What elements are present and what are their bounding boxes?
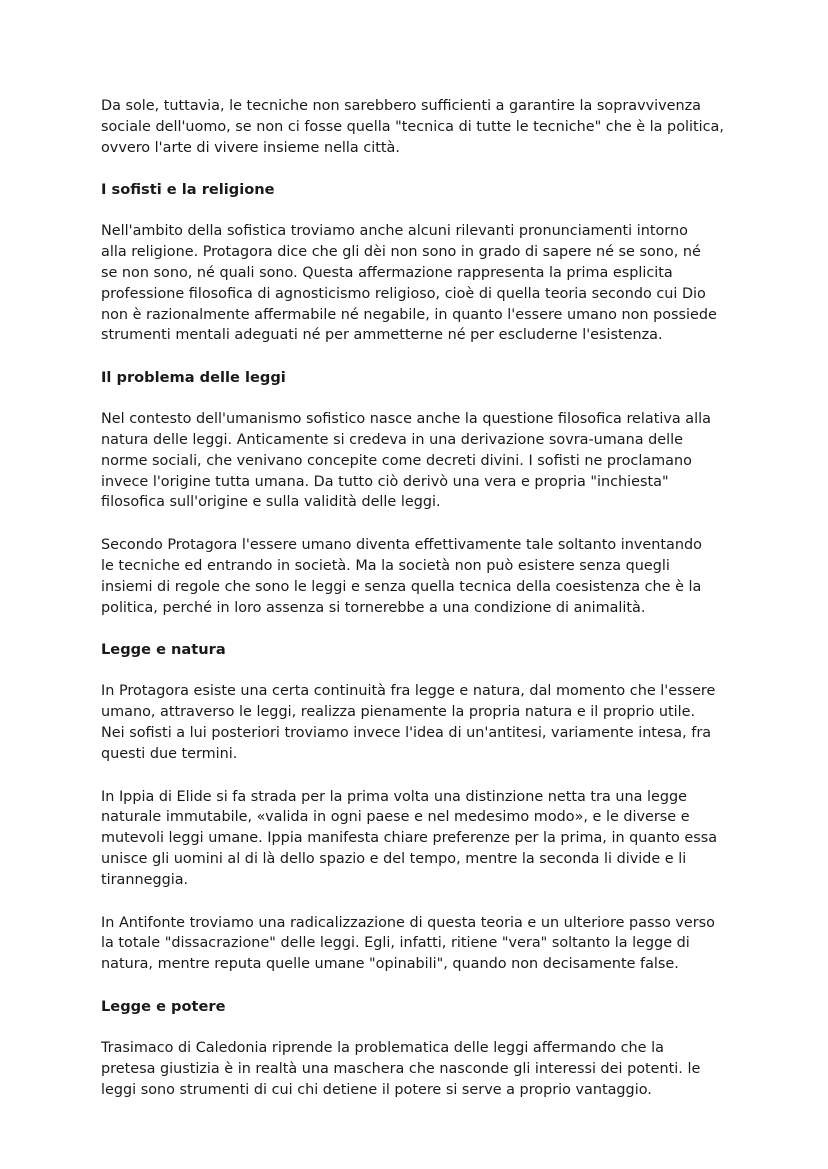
paragraph-religione: Nell'ambito della sofistica troviamo anche alcuni rilevanti pronunciamenti intorno alla religione. Protagora dice che gli dèi non sono in grado di sapere né se sono, né se non sono, né quali sono. Questa affermazione rappresenta la prima esplicita professione filosofica di agnosticismo religioso, cioè di quella teoria secondo cui Dio non è razionalmente affermabile né negabile, in quanto l'essere umano non possiede strumenti mentali adeguati né per ammetterne né per escluderne l'esistenza. (101, 223, 717, 344)
paragraph-trasimaco: Trasimaco di Caledonia riprende la problematica delle leggi affermando che la pretesa giustizia è in realtà una maschera che nasconde gli interessi dei potenti. le leggi sono strumenti di cui chi detiene il potere si serve a proprio vantaggio. (101, 1039, 701, 1098)
paragraph-protagora-natura: In Protagora esiste una certa continuità fra legge e natura, dal momento che l'essere umano, attraverso le leggi, realizza pienamente la propria natura e il proprio utile. Nei sofisti a lui posteriori troviamo invece l'idea di un'antitesi, variamente intesa, fra questi due termini. (101, 683, 716, 762)
heading-sofisti-religione: I sofisti e la religione (101, 181, 275, 199)
heading-legge-natura: Legge e natura (101, 641, 226, 659)
document-page (101, 96, 741, 1122)
paragraph-protagora-leggi: Secondo Protagora l'essere umano diventa effettivamente tale soltanto inventando le tecniche ed entrando in società. Ma la società non può esistere senza quegli insiemi di regole che sono le leggi e senza quella tecnica della coesistenza che è la politica, perché in loro assenza si tornerebbe a una condizione di animalità. (101, 537, 702, 616)
heading-problema-leggi: Il problema delle leggi (101, 369, 286, 387)
paragraph-intro: Da sole, tuttavia, le tecniche non sarebbero sufficienti a garantire la sopravvivenza sociale dell'uomo, se non ci fosse quella "tecnica di tutte le tecniche" che è la politica, ovvero l'arte di vivere insieme nella città. (101, 98, 724, 156)
paragraph-natura-leggi: Nel contesto dell'umanismo sofistico nasce anche la questione filosofica relativa alla natura delle leggi. Anticamente si credeva in una derivazione sovra-umana delle norme sociali, che venivano concepite come decreti divini. I sofisti ne proclamano invece l'origine tutta umana. Da tutto ciò derivò una vera e propria "inchiesta" filosofica sull'origine e sulla validità delle leggi. (101, 411, 711, 511)
paragraph-ippia: In Ippia di Elide si fa strada per la prima volta una distinzione netta tra una legge naturale immutabile, «valida in ogni paese e nel medesimo modo», e le diverse e mutevoli leggi umane. Ippia manifesta chiare preferenze per la prima, in quanto essa unisce gli uomini al di là dello spazio e del tempo, mentre la seconda li divide e li tiranneggia. (101, 788, 718, 888)
paragraph-antifonte: In Antifonte troviamo una radicalizzazione di questa teoria e un ulteriore passo verso la totale "dissacrazione" delle leggi. Egli, infatti, ritiene "vera" soltanto la legge di natura, mentre reputa quelle umane "opinabili", quando non decisamente false. (101, 914, 715, 973)
heading-legge-potere: Legge e potere (101, 997, 226, 1015)
